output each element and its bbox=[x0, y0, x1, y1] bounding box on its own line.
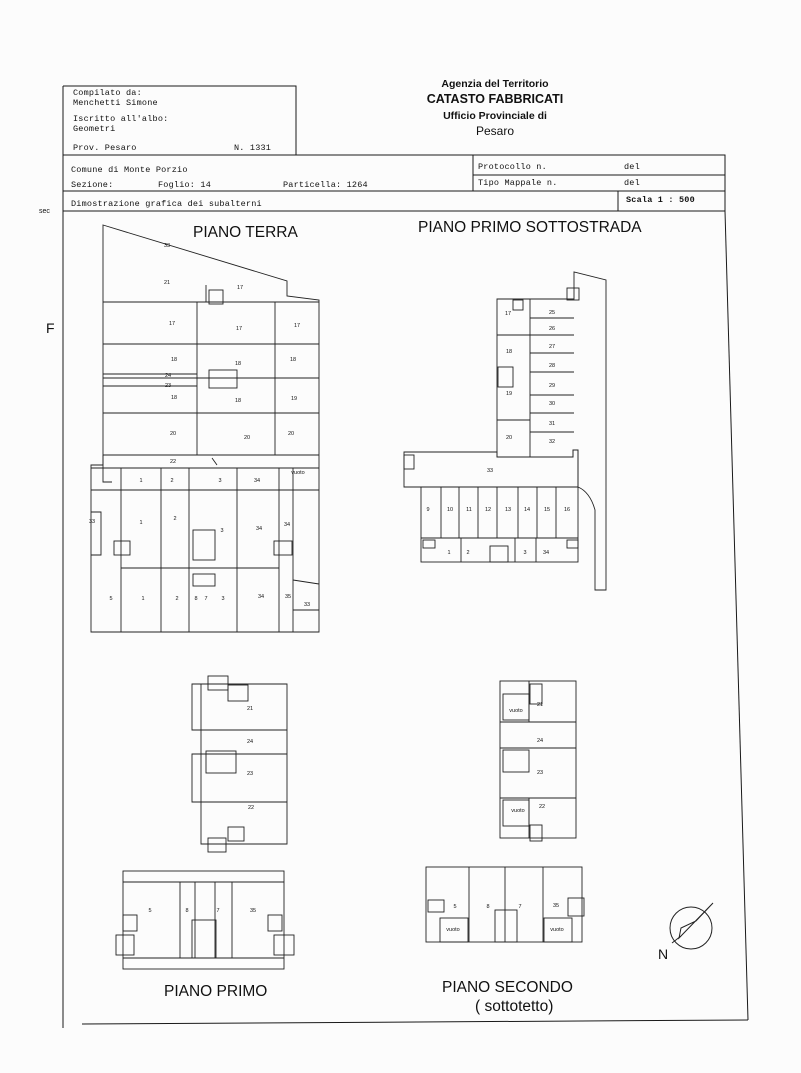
terra-label: 34 bbox=[257, 594, 265, 600]
prov-label: Prov. Pesaro bbox=[73, 143, 137, 153]
secondo-label: 8 bbox=[486, 904, 490, 910]
secondo-label: vuoto bbox=[446, 927, 460, 933]
terra-label: 7 bbox=[204, 596, 208, 602]
sottostrada-label: 1 bbox=[447, 550, 451, 556]
sottostrada-label: 33 bbox=[486, 468, 494, 474]
title-piano-primo: PIANO PRIMO bbox=[164, 983, 268, 1000]
ufficio-label: Ufficio Provinciale di bbox=[443, 110, 547, 122]
terra-label: 19 bbox=[290, 396, 298, 402]
terra-label: 34 bbox=[283, 522, 291, 528]
terra-label: 18 bbox=[234, 361, 242, 367]
secondo-upper-labels bbox=[509, 702, 545, 814]
primo-label: 22 bbox=[247, 805, 255, 811]
terra-label: vuoto bbox=[291, 470, 305, 476]
secondo-label: 21 bbox=[536, 702, 544, 708]
secondo-label: 35 bbox=[552, 903, 560, 909]
iscritto-value: Geometri bbox=[73, 124, 116, 134]
terra-label: 34 bbox=[255, 526, 263, 532]
terra-label: 8 bbox=[194, 596, 198, 602]
secondo-label: 7 bbox=[518, 904, 522, 910]
title-piano-primo-sottostrada: PIANO PRIMO SOTTOSTRADA bbox=[418, 219, 642, 236]
sottostrada-label: 16 bbox=[563, 507, 571, 513]
sottostrada-label: 13 bbox=[504, 507, 512, 513]
title-piano-terra: PIANO TERRA bbox=[193, 224, 298, 241]
tipo-mappale-label: Tipo Mappale n. bbox=[478, 178, 558, 188]
terra-label: 34 bbox=[253, 478, 261, 484]
terra-label: 17 bbox=[293, 323, 301, 329]
sottostrada-label: 26 bbox=[548, 326, 556, 332]
terra-label: 17 bbox=[168, 321, 176, 327]
compilato-label: Compilato da: bbox=[73, 88, 142, 98]
sottostrada-labels bbox=[426, 310, 570, 556]
sottostrada-label: 17 bbox=[504, 311, 512, 317]
secondo-label: 24 bbox=[536, 738, 544, 744]
margin-letter: F bbox=[46, 320, 55, 336]
terra-label: 33 bbox=[88, 519, 96, 525]
sottostrada-label: 2 bbox=[466, 550, 470, 556]
primo-lower-labels bbox=[148, 908, 256, 914]
terra-label: 1 bbox=[139, 478, 143, 484]
secondo-label: vuoto bbox=[509, 708, 523, 714]
compiler-frame bbox=[63, 86, 296, 155]
primo-label: 8 bbox=[185, 908, 189, 914]
terra-label: 5 bbox=[109, 596, 113, 602]
plan-piano-primo-lower bbox=[116, 871, 294, 969]
terra-label: 18 bbox=[170, 395, 178, 401]
primo-label: 35 bbox=[249, 908, 257, 914]
secondo-label: vuoto bbox=[550, 927, 564, 933]
terra-label: 2 bbox=[170, 478, 174, 484]
sottostrada-label: 30 bbox=[548, 401, 556, 407]
info-frame bbox=[63, 155, 725, 211]
terra-label: 20 bbox=[169, 431, 177, 437]
terra-label: 3 bbox=[221, 596, 225, 602]
sezione-label: Sezione: bbox=[71, 180, 114, 190]
sottostrada-label: 18 bbox=[505, 349, 513, 355]
primo-upper-labels bbox=[247, 706, 254, 811]
sottostrada-label: 3 bbox=[523, 550, 527, 556]
del-label-2: del bbox=[624, 178, 640, 188]
del-label-1: del bbox=[624, 162, 640, 172]
secondo-label: vuoto bbox=[511, 808, 525, 814]
sottostrada-label: 10 bbox=[446, 507, 454, 513]
primo-label: 23 bbox=[246, 771, 254, 777]
terra-label: 23 bbox=[164, 383, 172, 389]
particella-label: Particella: 1264 bbox=[283, 180, 368, 190]
secondo-label: 23 bbox=[536, 770, 544, 776]
sottostrada-label: 28 bbox=[548, 363, 556, 369]
page-frame-bottom bbox=[82, 1020, 748, 1024]
foglio-label: Foglio: 14 bbox=[158, 180, 212, 190]
catasto-title: CATASTO FABBRICATI bbox=[426, 92, 564, 106]
margin-tab: sec bbox=[39, 208, 50, 215]
comune-label: Comune di Monte Porzio bbox=[71, 165, 188, 175]
primo-label: 24 bbox=[246, 739, 254, 745]
terra-label: 18 bbox=[234, 398, 242, 404]
sottostrada-label: 34 bbox=[542, 550, 550, 556]
agency-name: Agenzia del Territorio bbox=[441, 78, 549, 90]
secondo-label: 22 bbox=[538, 804, 546, 810]
terra-label: 18 bbox=[170, 357, 178, 363]
sottostrada-label: 12 bbox=[484, 507, 492, 513]
terra-labels bbox=[89, 243, 310, 608]
terra-label: 17 bbox=[235, 326, 243, 332]
iscritto-label: Iscritto all'albo: bbox=[73, 114, 169, 124]
terra-label: 1 bbox=[141, 596, 145, 602]
sottostrada-label: 19 bbox=[505, 391, 513, 397]
compilato-value: Menchetti Simone bbox=[73, 98, 158, 108]
sottostrada-label: 11 bbox=[466, 507, 472, 513]
sottostrada-label: 9 bbox=[426, 507, 430, 513]
plan-piano-primo-sottostrada bbox=[404, 272, 606, 590]
north-label: N bbox=[658, 946, 669, 962]
terra-label: 33 bbox=[303, 602, 311, 608]
terra-label: 33 bbox=[163, 243, 171, 249]
sottostrada-label: 32 bbox=[548, 439, 556, 445]
terra-label: 21 bbox=[163, 280, 171, 286]
terra-label: 3 bbox=[218, 478, 222, 484]
plan-piano-terra bbox=[88, 225, 319, 632]
plan-piano-primo-upper bbox=[192, 676, 287, 852]
terra-label: 20 bbox=[287, 431, 295, 437]
title-sottotetto: ( sottotetto) bbox=[475, 998, 554, 1015]
protocollo-label: Protocollo n. bbox=[478, 162, 547, 172]
sottostrada-label: 20 bbox=[505, 435, 513, 441]
scale-label: Scala 1 : 500 bbox=[626, 195, 695, 205]
terra-label: 35 bbox=[284, 594, 292, 600]
dimostrazione-label: Dimostrazione grafica dei subalterni bbox=[71, 199, 262, 209]
page-frame-right bbox=[725, 211, 748, 1020]
pesaro-label: Pesaro bbox=[475, 124, 515, 138]
north-compass-icon bbox=[670, 903, 713, 949]
primo-label: 21 bbox=[246, 706, 254, 712]
terra-label: 22 bbox=[169, 459, 177, 465]
title-piano-secondo: PIANO SECONDO bbox=[442, 979, 573, 996]
terra-label: 1 bbox=[139, 520, 143, 526]
terra-label: 3 bbox=[220, 528, 224, 534]
sottostrada-label: 27 bbox=[548, 344, 556, 350]
primo-label: 7 bbox=[216, 908, 220, 914]
sottostrada-label: 14 bbox=[523, 507, 531, 513]
terra-label: 24 bbox=[164, 373, 172, 379]
sottostrada-label: 25 bbox=[548, 310, 556, 316]
sottostrada-label: 15 bbox=[543, 507, 551, 513]
terra-label: 17 bbox=[236, 285, 244, 291]
terra-label: 18 bbox=[289, 357, 297, 363]
albo-number: N. 1331 bbox=[234, 143, 272, 153]
terra-label: 2 bbox=[173, 516, 177, 522]
terra-label: 20 bbox=[243, 435, 251, 441]
sottostrada-label: 31 bbox=[548, 421, 556, 427]
secondo-label: 5 bbox=[453, 904, 457, 910]
sottostrada-label: 29 bbox=[548, 383, 556, 389]
primo-label: 5 bbox=[148, 908, 152, 914]
terra-label: 2 bbox=[175, 596, 179, 602]
